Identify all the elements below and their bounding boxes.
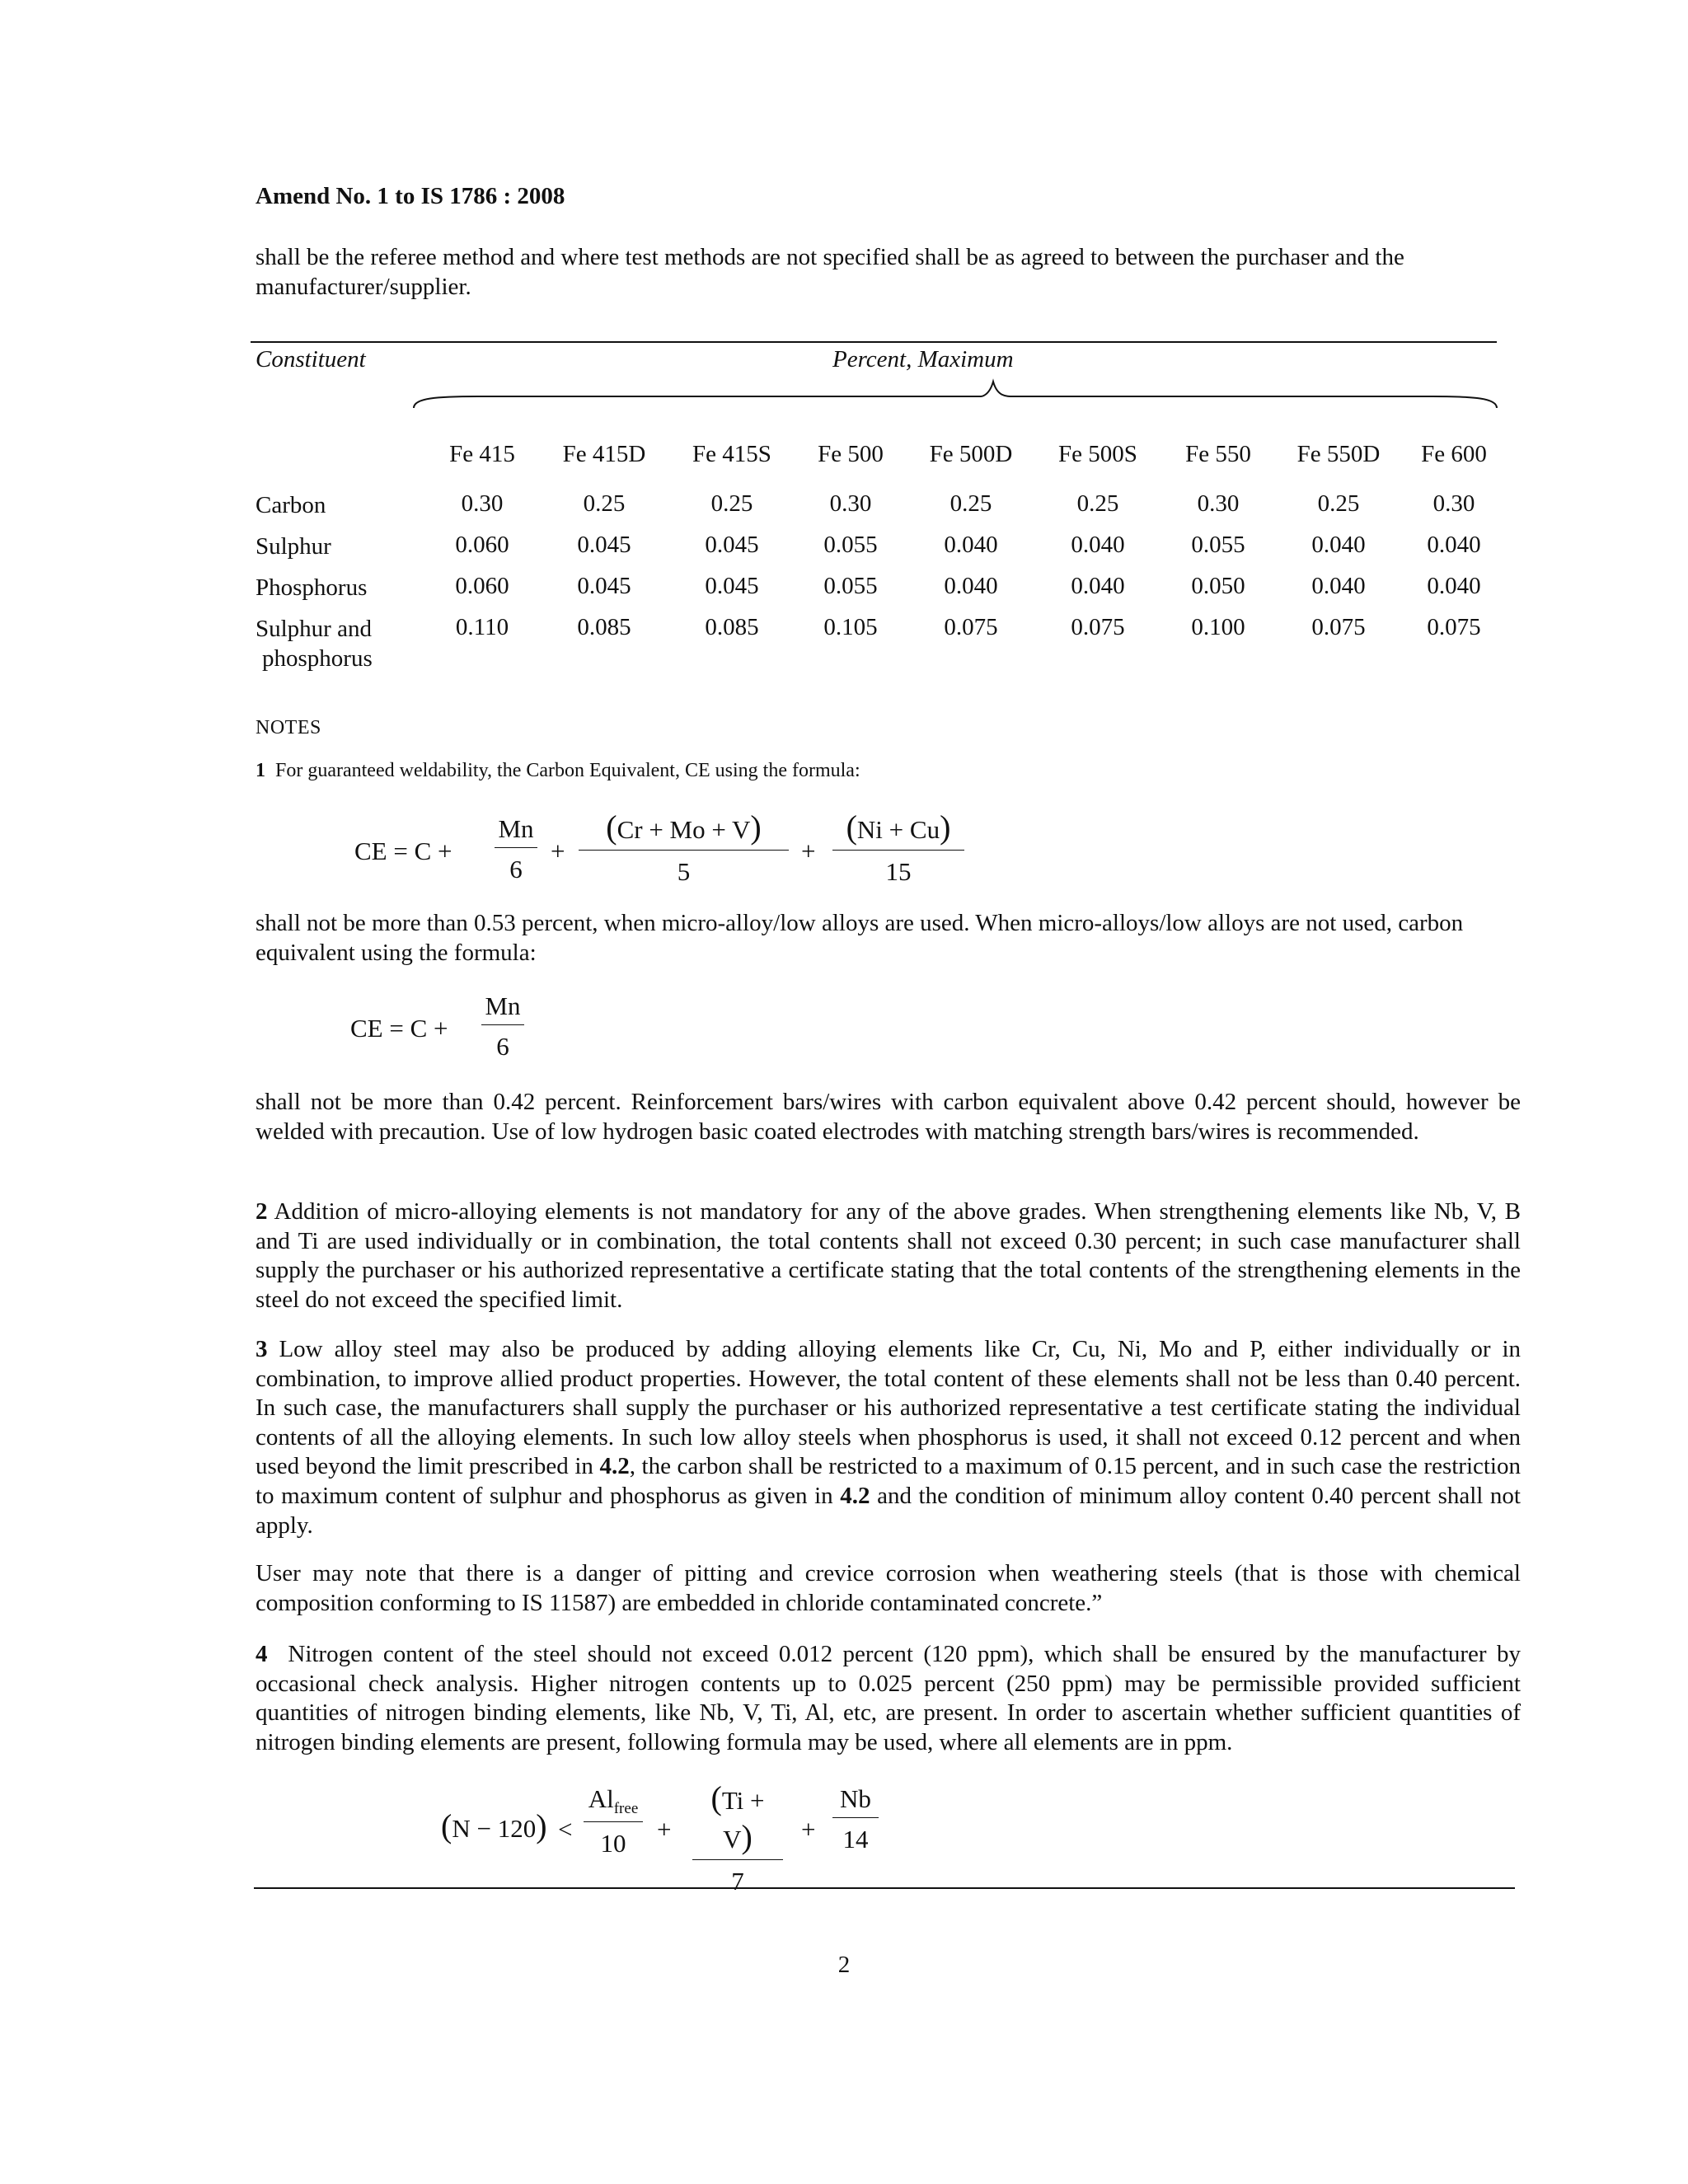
table-cell: 0.045 <box>705 532 759 558</box>
note-number: 4 <box>256 1641 268 1667</box>
grade-header: Fe 500S <box>1058 441 1137 467</box>
grade-header: Fe 500D <box>929 441 1013 467</box>
user-note-paragraph: User may note that there is a danger of pitting and crevice corrosion when weathering steels (that is those with chemical composition conforming to IS 11587) are embedded in chloride contaminated concrete.” <box>256 1560 1521 1616</box>
grade-header: Fe 600 <box>1421 441 1487 467</box>
row-label-text: phosphorus <box>262 645 373 672</box>
table-cell: 0.100 <box>1191 614 1245 640</box>
formula-ce2-fraction-mn <box>481 991 524 1062</box>
formula-ce-fraction-mn <box>495 814 537 884</box>
note-3-text-a: Low alloy steel may also be produced by adding alloying elements like Cr, Cu, Ni, Mo and P, either individually or in combination, to improve allied product properties. However, the total content of these elements shall not be less than 0.40 percent. In such case, the manufacturers shall supply the purchaser or his authorized representative a test certificate stating the individual contents of all the alloying elements. In such low alloy steels when phosphorus is used, it shall not exceed 0.12 percent and when used beyond the limit prescribed in <box>256 1336 1522 1480</box>
table-cell: 0.040 <box>1071 532 1125 558</box>
table-cell: 0.25 <box>1317 490 1360 517</box>
note-2-text: Addition of micro-alloying elements is not mandatory for any of the above grades. When strengthening elements like Nb, V, B and Ti are used individually or in combination, the total contents shall not exceed 0.30 percent; in such case manufacturer shall supply the purchaser or his authorized representative a certificate stating that the total contents of the strengthening elements in the steel do not exceed the specified limit. <box>256 1198 1521 1313</box>
table-cell: 0.30 <box>461 490 504 517</box>
table-cell: 0.30 <box>1432 490 1475 517</box>
table-cell: 0.30 <box>829 490 872 517</box>
table-cell: 0.040 <box>1427 573 1481 599</box>
fraction-numerator: Al <box>588 1784 614 1813</box>
table-cell: 0.25 <box>710 490 753 517</box>
note-1-after-formula-1: shall not be more than 0.53 percent, when micro-alloy/low alloys are used. When micro-alloys/low alloys are not used, carbon equivalent using the formula: <box>256 910 1464 966</box>
formula-ce-fraction-crmov: $\frac{(Cr + Mo + V)}{5}$ <box>579 808 789 887</box>
row-label-text: Phosphorus <box>256 574 368 601</box>
table-cell: 0.075 <box>1071 614 1125 640</box>
row-label <box>256 490 326 520</box>
table-cell: 0.040 <box>1311 532 1366 558</box>
note-1-after-formula-2: shall not be more than 0.42 percent. Reinforcement bars/wires with carbon equivalent above 0.42 percent should, however be welded with precaution. Use of low hydrogen basic coated electrodes with matching strength bars/wires is recommended. <box>256 1089 1521 1145</box>
subscript: free <box>613 1800 639 1818</box>
row-label-text: Carbon <box>256 492 326 518</box>
table-cell: 0.045 <box>577 532 631 558</box>
fraction-denominator: 10 <box>600 1829 626 1858</box>
table-cell: 0.060 <box>455 532 509 558</box>
fraction-numerator: Ni + Cu <box>856 815 940 844</box>
formula-ce-fraction-nicu: $\frac{(Ni + Cu)}{15}$ <box>832 808 964 887</box>
table-cell: 0.055 <box>823 573 878 599</box>
note-1-intro <box>256 760 860 782</box>
grade-header: Fe 415 <box>449 441 515 467</box>
table-cell: 0.075 <box>944 614 998 640</box>
brace-icon <box>412 375 1500 412</box>
fraction-numerator: Ti + V <box>721 1786 765 1854</box>
fraction-numerator: Mn <box>481 991 524 1025</box>
fraction-denominator: 14 <box>842 1825 869 1854</box>
grade-header: Fe 500 <box>818 441 884 467</box>
grade-header: Fe 550 <box>1185 441 1251 467</box>
row-label <box>256 573 367 602</box>
clause-ref: 4.2 <box>840 1482 870 1509</box>
bottom-rule <box>254 1887 1515 1889</box>
formula-plus: + <box>551 837 565 865</box>
fraction-denominator: 6 <box>496 1032 509 1061</box>
intro-paragraph: shall be the referee method and where test methods are not specified shall be as agreed to between the purchaser and the manufacturer/supplier. <box>256 244 1404 300</box>
percent-header: Percent, Maximum <box>832 346 1014 373</box>
constituent-header: Constituent <box>256 346 366 373</box>
table-cell: 0.25 <box>583 490 626 517</box>
note-number: 3 <box>256 1336 268 1362</box>
note-number: 1 <box>256 760 265 781</box>
formula-plus: + <box>657 1815 672 1844</box>
clause-ref: 4.2 <box>599 1453 630 1480</box>
table-cell: 0.25 <box>1076 490 1119 517</box>
fraction-denominator: 5 <box>677 857 691 886</box>
row-label-text: Sulphur <box>256 533 331 560</box>
formula-nitrogen-fraction-nb <box>832 1784 879 1854</box>
note-number: 2 <box>256 1198 268 1225</box>
table-cell: 0.075 <box>1311 614 1366 640</box>
table-cell: 0.110 <box>455 614 509 640</box>
row-label-text: Sulphur and <box>256 616 372 642</box>
table-cell: 0.060 <box>455 573 509 599</box>
formula-less-than: < <box>558 1815 573 1844</box>
fraction-denominator: 7 <box>731 1867 744 1896</box>
page-number: 2 <box>837 1952 851 1978</box>
note-3-text-c: and the condition of minimum alloy content 0.40 percent shall not apply. <box>256 1482 1521 1539</box>
table-cell: 0.085 <box>577 614 631 640</box>
formula-plus: + <box>801 1815 816 1844</box>
table-cell: 0.105 <box>823 614 878 640</box>
table-cell: 0.040 <box>1311 573 1366 599</box>
grade-header: Fe 415S <box>692 441 771 467</box>
notes-heading: NOTES <box>256 717 321 738</box>
fraction-numerator: Cr + Mo + V <box>617 815 751 844</box>
table-cell: 0.045 <box>705 573 759 599</box>
formula-lhs-text: N − 120 <box>452 1814 537 1843</box>
fraction-numerator: Nb <box>832 1784 879 1818</box>
table-cell: 0.050 <box>1191 573 1245 599</box>
formula-nitrogen-lhs: (N − 120) <box>441 1807 547 1844</box>
table-cell: 0.055 <box>1191 532 1245 558</box>
table-cell: 0.25 <box>950 490 992 517</box>
table-cell: 0.075 <box>1427 614 1481 640</box>
table-cell: 0.040 <box>1071 573 1125 599</box>
table-cell: 0.045 <box>577 573 631 599</box>
formula-ce2-lhs: CE = C + <box>350 1014 448 1043</box>
fraction-denominator: 6 <box>509 855 523 883</box>
formula-nitrogen-fraction-tiv: $\frac{(Ti + V)}{7}$ <box>692 1779 783 1896</box>
table-cell: 0.055 <box>823 532 878 558</box>
fraction-numerator: Mn <box>495 814 537 848</box>
table-cell: 0.040 <box>944 532 998 558</box>
note-3-text-b: , the carbon shall be restricted to a maximum of 0.15 percent, and in such case the restriction to maximum content of sulphur and phosphorus as given in <box>256 1453 1521 1509</box>
note-2 <box>256 1197 1521 1315</box>
grade-header: Fe 415D <box>562 441 646 467</box>
table-cell: 0.30 <box>1197 490 1240 517</box>
note-4 <box>256 1640 1521 1757</box>
row-label <box>256 614 373 673</box>
table-top-rule <box>251 341 1497 343</box>
formula-ce-lhs: CE = C + <box>354 837 452 865</box>
formula-nitrogen-fraction-al <box>584 1784 643 1858</box>
row-label <box>256 532 331 561</box>
document-header: Amend No. 1 to IS 1786 : 2008 <box>256 183 565 209</box>
grade-header: Fe 550D <box>1296 441 1381 467</box>
formula-plus: + <box>801 837 816 865</box>
table-cell: 0.040 <box>1427 532 1481 558</box>
fraction-denominator: 15 <box>885 857 912 886</box>
note-4-text: Nitrogen content of the steel should not exceed 0.012 percent (120 ppm), which shall be ensured by the manufacturer by occasional check analysis. Higher nitrogen contents up to 0.025 percent (250 ppm) may be permissible provided sufficient quantities of nitrogen binding elements, like Nb, V, Ti, Al, etc, are present. In order to ascertain whether sufficient quantities of nitrogen binding elements are present, following formula may be used, where all elements are in ppm. <box>256 1641 1522 1755</box>
table-cell: 0.040 <box>944 573 998 599</box>
note-1-text: For guaranteed weldability, the Carbon Equivalent, CE using the formula: <box>275 760 860 781</box>
table-cell: 0.085 <box>705 614 759 640</box>
note-3 <box>256 1335 1521 1540</box>
